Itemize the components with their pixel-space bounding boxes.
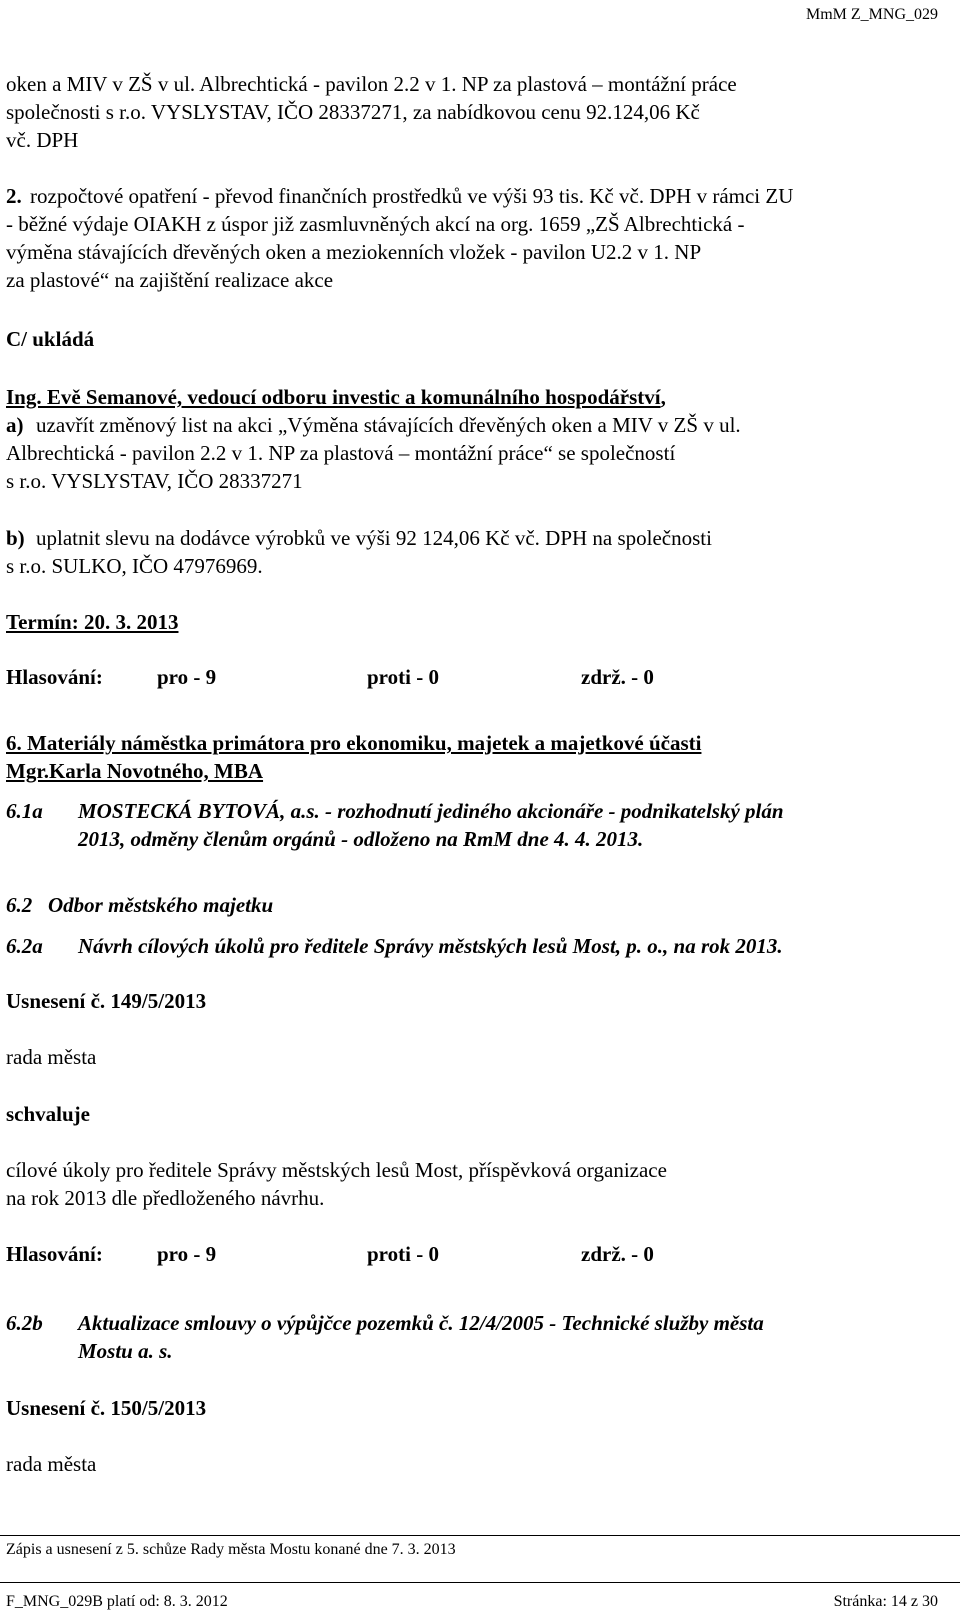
task-b-label: b)	[6, 526, 25, 550]
resolution-149-body: rada města	[6, 1045, 97, 1069]
item-2-line-1: rozpočtové opatření - převod finančních prostředků ve výši 93 tis. Kč vč. DPH v rámci ZU	[30, 184, 794, 208]
item-6-2-title: Odbor městského majetku	[48, 893, 274, 917]
document-code: MmM Z_MNG_029	[805, 6, 938, 23]
resolution-149-line-2: na rok 2013 dle předloženého návrhu.	[6, 1186, 325, 1210]
responsible-person-suffix: ,	[660, 385, 666, 409]
task-a-line-3: s r.o. VYSLYSTAV, IČO 28337271	[6, 469, 303, 493]
task-a-line-1: uzavřít změnový list na akci „Výměna stávajících dřevěných oken a MIV v ZŠ v ul.	[36, 413, 741, 437]
item-2-number: 2.	[6, 184, 22, 208]
resolution-150-body: rada města	[6, 1452, 97, 1476]
deadline: Termín: 20. 3. 2013	[6, 610, 179, 634]
vote-2-abstain: zdrž. - 0	[581, 1242, 654, 1266]
vote-2-label: Hlasování:	[6, 1242, 103, 1266]
footer-minutes: Zápis a usnesení z 5. schůze Rady města Mostu konané dne 7. 3. 2013	[6, 1541, 456, 1558]
resolution-149-line-1: cílové úkoly pro ředitele Správy městských lesů Most, příspěvková organizace	[6, 1158, 667, 1182]
intro-line-3: vč. DPH	[6, 128, 79, 152]
footer-rule-top	[0, 1535, 960, 1536]
item-6-2b-number: 6.2b	[6, 1311, 43, 1335]
vote-1-abstain: zdrž. - 0	[581, 665, 654, 689]
item-6-1a-line-2: 2013, odměny členům orgánů - odloženo na RmM dne 4. 4. 2013.	[78, 827, 644, 851]
section-c-title: C/ ukládá	[6, 327, 95, 351]
responsible-person-name: Ing. Evě Semanové, vedoucí odboru investic a komunálního hospodářství	[6, 385, 661, 409]
item-2-line-4: za plastové“ na zajištění realizace akce	[6, 268, 334, 292]
resolution-149-title: Usnesení č. 149/5/2013	[6, 989, 207, 1013]
resolution-149-verb: schvaluje	[6, 1102, 90, 1126]
item-6-1a-number: 6.1a	[6, 799, 43, 823]
task-b-line-1: uplatnit slevu na dodávce výrobků ve výši 92 124,06 Kč vč. DPH na společnosti	[36, 526, 712, 550]
item-6-2b-line-2: Mostu a. s.	[78, 1339, 173, 1363]
vote-1-pro: pro - 9	[157, 665, 217, 689]
section-6-heading: 6. Materiály náměstka primátora pro ekonomiku, majetek a majetkové účasti	[6, 731, 702, 755]
footer-rule-bottom	[0, 1582, 960, 1583]
vote-1-proti: proti - 0	[367, 665, 439, 689]
item-6-2b-line-1: Aktualizace smlouvy o výpůjčce pozemků č. 12/4/2005 - Technické služby města	[78, 1311, 764, 1335]
task-a-label: a)	[6, 413, 24, 437]
vote-2-pro: pro - 9	[157, 1242, 217, 1266]
intro-line-1: oken a MIV v ZŠ v ul. Albrechtická - pavilon 2.2 v 1. NP za plastová – montážní práce	[6, 72, 737, 96]
task-b-line-2: s r.o. SULKO, IČO 47976969.	[6, 554, 263, 578]
section-6-presenter: Mgr.Karla Novotného, MBA	[6, 759, 264, 783]
responsible-person	[6, 385, 666, 409]
item-6-2a-title: Návrh cílových úkolů pro ředitele Správy městských lesů Most, p. o., na rok 2013.	[78, 934, 783, 958]
item-2-line-2: - běžné výdaje OIAKH z úspor již zasmluvněných akcí na org. 1659 „ZŠ Albrechtická -	[6, 212, 745, 236]
vote-1-label: Hlasování:	[6, 665, 103, 689]
footer-form-code: F_MNG_029B platí od: 8. 3. 2012	[6, 1593, 228, 1610]
footer-page-number: Stránka: 14 z 30	[833, 1593, 938, 1610]
item-6-1a-line-1: MOSTECKÁ BYTOVÁ, a.s. - rozhodnutí jediného akcionáře - podnikatelský plán	[78, 799, 784, 823]
item-6-2-number: 6.2	[6, 893, 33, 917]
task-a-line-2: Albrechtická - pavilon 2.2 v 1. NP za plastová – montážní práce“ se společností	[6, 441, 676, 465]
item-2-line-3: výměna stávajících dřevěných oken a meziokenních vložek - pavilon U2.2 v 1. NP	[6, 240, 702, 264]
vote-2-proti: proti - 0	[367, 1242, 439, 1266]
item-6-2a-number: 6.2a	[6, 934, 43, 958]
resolution-150-title: Usnesení č. 150/5/2013	[6, 1396, 207, 1420]
intro-line-2: společnosti s r.o. VYSLYSTAV, IČO 28337271, za nabídkovou cenu 92.124,06 Kč	[6, 100, 700, 124]
